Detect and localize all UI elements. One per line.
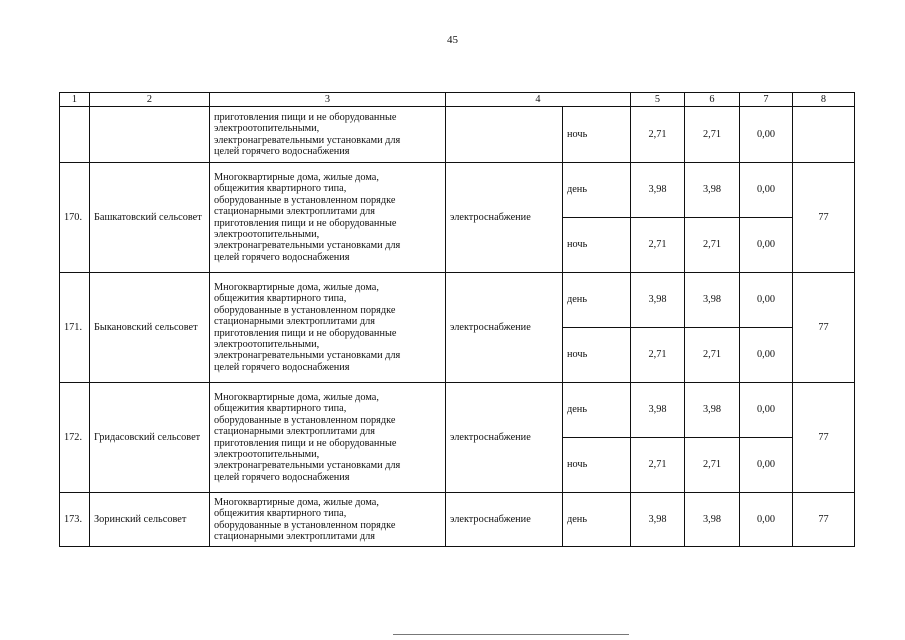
col8-cell: 77 xyxy=(793,273,855,383)
row-number: 173. xyxy=(60,493,90,547)
table-row xyxy=(60,163,855,218)
value-cell: 0,00 xyxy=(740,493,793,547)
description-cell: Многоквартирные дома, жилые дома, общежития квартирного типа, оборудованные в установленном порядке стационарными электроплитами для приготовления пищи и не оборудованные электроотопительными, электронагревательными установками для целей горячего водоснабжения xyxy=(210,163,446,273)
period-cell: день xyxy=(563,163,631,218)
description-cell: Многоквартирные дома, жилые дома, общежития квартирного типа, оборудованные в установленном порядке стационарными электроплитами для xyxy=(210,493,446,547)
value-cell: 3,98 xyxy=(685,163,740,218)
value-cell: 2,71 xyxy=(685,438,740,493)
value-cell: 3,98 xyxy=(631,163,685,218)
header-cell: 2 xyxy=(90,93,210,107)
value-cell: 0,00 xyxy=(740,107,793,163)
value-cell: 0,00 xyxy=(740,383,793,438)
value-cell: 2,71 xyxy=(631,218,685,273)
value-cell: 2,71 xyxy=(685,218,740,273)
row-number: 170. xyxy=(60,163,90,273)
table-row xyxy=(60,493,855,547)
col8-cell: 77 xyxy=(793,493,855,547)
table-row xyxy=(60,383,855,438)
row-number: 172. xyxy=(60,383,90,493)
header-cell: 7 xyxy=(740,93,793,107)
value-cell: 2,71 xyxy=(685,107,740,163)
table-row xyxy=(60,273,855,328)
header-cell: 4 xyxy=(446,93,631,107)
settlement-name: Быкановский сельсовет xyxy=(90,273,210,383)
value-cell: 3,98 xyxy=(685,383,740,438)
value-cell: 2,71 xyxy=(631,438,685,493)
value-cell: 2,71 xyxy=(685,328,740,383)
header-cell: 5 xyxy=(631,93,685,107)
value-cell: 0,00 xyxy=(740,273,793,328)
period-cell: день xyxy=(563,273,631,328)
table-row xyxy=(60,107,855,163)
header-row xyxy=(60,93,855,107)
page-number: 45 xyxy=(447,34,458,46)
service-cell: электроснабжение xyxy=(446,163,563,273)
period-cell: ночь xyxy=(563,438,631,493)
value-cell: 0,00 xyxy=(740,438,793,493)
period-cell: день xyxy=(563,493,631,547)
header-cell: 1 xyxy=(60,93,90,107)
description-cell: приготовления пищи и не оборудованные электроотопительными, электронагревательными установками для целей горячего водоснабжения xyxy=(210,107,446,163)
col8-cell: 77 xyxy=(793,383,855,493)
settlement-name: Зоринский сельсовет xyxy=(90,493,210,547)
value-cell: 0,00 xyxy=(740,328,793,383)
header-cell: 6 xyxy=(685,93,740,107)
value-cell: 3,98 xyxy=(631,383,685,438)
tariff-table xyxy=(59,92,855,547)
period-cell: ночь xyxy=(563,107,631,163)
row-number: 171. xyxy=(60,273,90,383)
period-cell: ночь xyxy=(563,328,631,383)
description-cell: Многоквартирные дома, жилые дома, общежития квартирного типа, оборудованные в установленном порядке стационарными электроплитами для приготовления пищи и не оборудованные электроотопительными, электронагревательными установками для целей горячего водоснабжения xyxy=(210,383,446,493)
header-cell: 8 xyxy=(793,93,855,107)
scan-artifact-line xyxy=(393,634,629,636)
value-cell: 2,71 xyxy=(631,328,685,383)
value-cell: 3,98 xyxy=(685,273,740,328)
service-cell: электроснабжение xyxy=(446,273,563,383)
header-cell: 3 xyxy=(210,93,446,107)
period-cell: ночь xyxy=(563,218,631,273)
value-cell: 3,98 xyxy=(631,493,685,547)
settlement-name: Башкатовский сельсовет xyxy=(90,163,210,273)
description-cell: Многоквартирные дома, жилые дома, общежития квартирного типа, оборудованные в установленном порядке стационарными электроплитами для приготовления пищи и не оборудованные электроотопительными, электронагревательными установками для целей горячего водоснабжения xyxy=(210,273,446,383)
settlement-name: Гридасовский сельсовет xyxy=(90,383,210,493)
value-cell: 3,98 xyxy=(685,493,740,547)
col8-cell: 77 xyxy=(793,163,855,273)
value-cell: 3,98 xyxy=(631,273,685,328)
value-cell: 0,00 xyxy=(740,163,793,218)
value-cell: 0,00 xyxy=(740,218,793,273)
period-cell: день xyxy=(563,383,631,438)
service-cell: электроснабжение xyxy=(446,493,563,547)
value-cell: 2,71 xyxy=(631,107,685,163)
service-cell: электроснабжение xyxy=(446,383,563,493)
